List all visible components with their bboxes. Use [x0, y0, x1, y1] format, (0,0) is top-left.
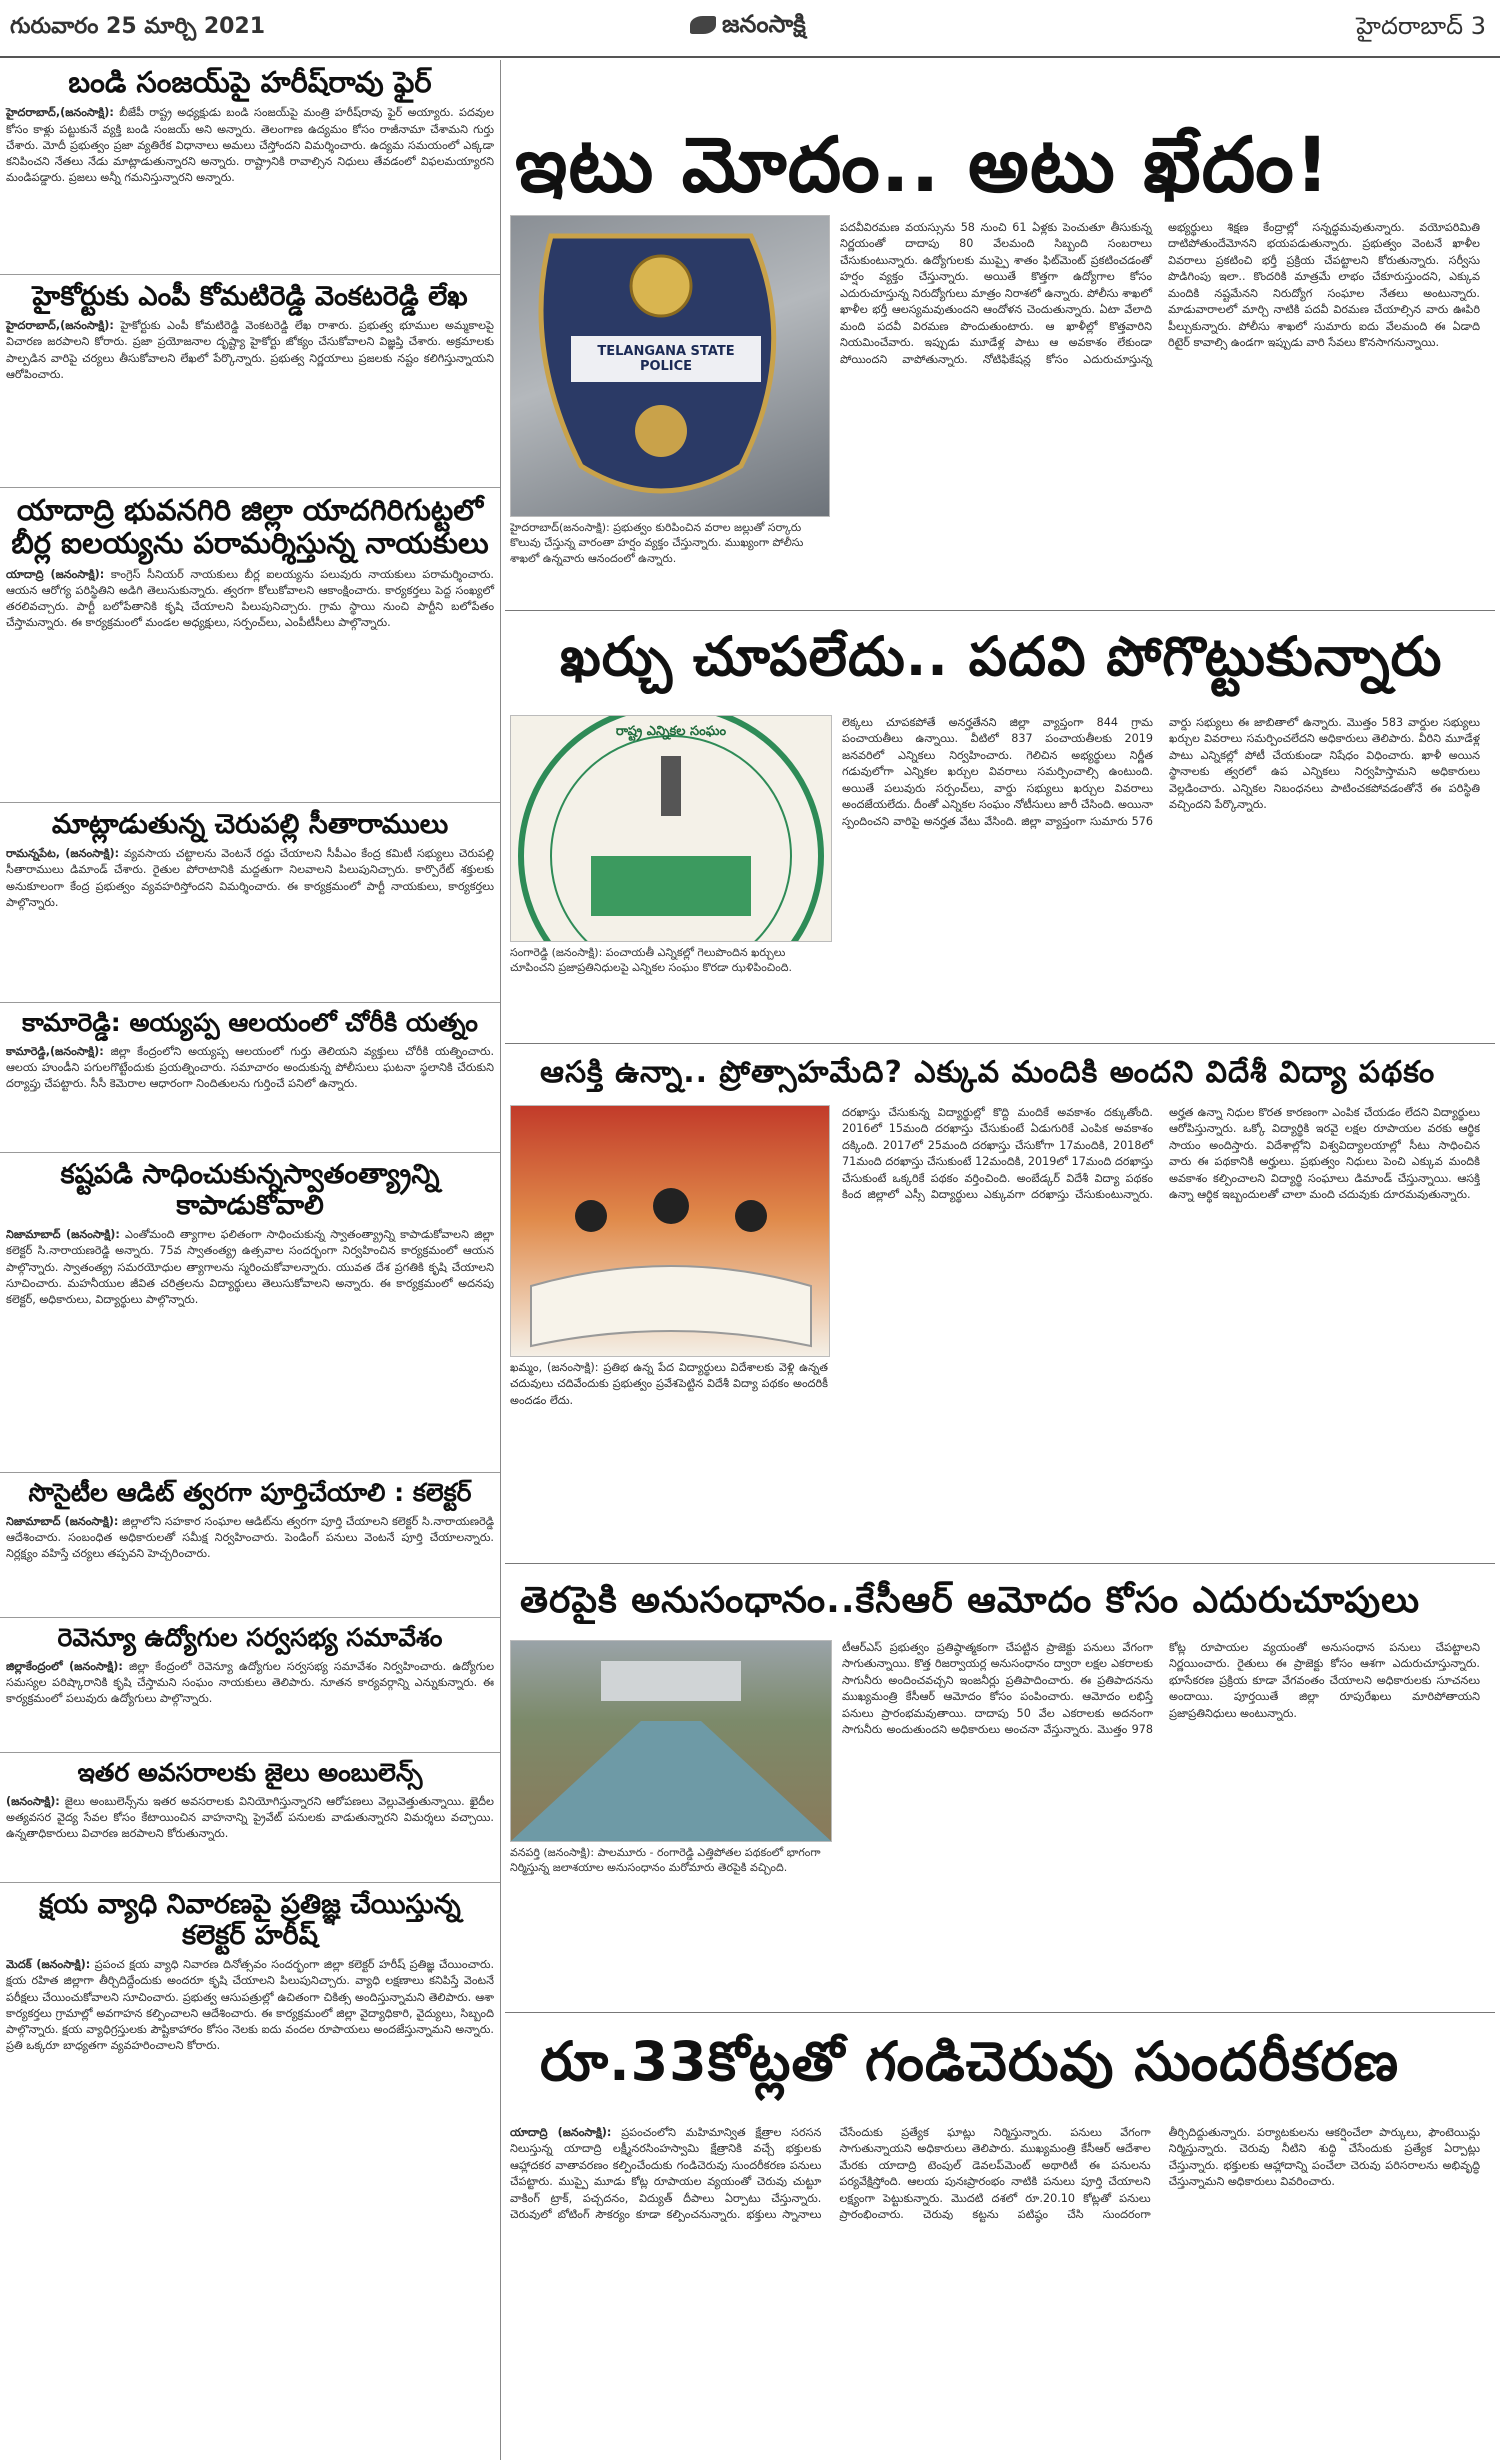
article-headline: కామారెడ్డి: అయ్యప్ప ఆలయంలో చోరీకి యత్నం — [22, 1008, 478, 1037]
news-article — [0, 1003, 500, 1153]
section-divider — [505, 1563, 1495, 1564]
location-label: హైదరాబాద్ — [1356, 12, 1464, 40]
section-divider — [505, 2012, 1495, 2013]
issue-date: గురువారం 25 మార్చి 2021 — [10, 14, 266, 39]
article-headline: మాట్లాడుతున్న చెరుపల్లి సీతారాములు — [51, 809, 449, 840]
article-body: నిజామాబాద్‌ (జనంసాక్షి): జిల్లాలోని సహకార సంఘాల ఆడిట్‌ను త్వరగా పూర్తి చేయాలని కలెక్టర్‌ సి.నారాయణరెడ్డి ఆదేశించారు. సంబంధిత అధికారులతో సమీక్ష నిర్వహించారు. పెండింగ్‌ పనులు వెంటనే పూర్తి చేయాలన్నారు. నిర్లక్ష్యం వహిస్తే చర్యలు తప్పవని హెచ్చరించారు. — [6, 1514, 495, 1561]
gandicheruvu-story-body: యాదాద్రి (జనంసాక్షి): ప్రపంచంలోని మహిమాన్విత క్షేత్రాల సరసన నిలుస్తున్న యాదాద్రి లక్ష్మీనరసింహస్వామి క్షేత్రానికి వచ్చే భక్తులకు ఆహ్లాదకర వాతావరణం కల్పించేందుకు గండిచెరువు సుందరీకరణ పనులు చేపట్టారు. ముప్పై మూడు కోట్ల రూపాయల వ్యయంతో చెరువు చుట్టూ వాకింగ్‌ ట్రాక్‌, పచ్చదనం, విద్యుత్‌ దీపాలు ఏర్పాటు చేస్తున్నారు. చెరువులో బోటింగ్‌ సౌకర్యం కూడా కల్పించనున్నారు. భక్తులు స్నానాలు చేసేందుకు ప్రత్యేక ఘాట్లు నిర్మిస్తున్నారు. పనులు వేగంగా సాగుతున్నాయని అధికారులు తెలిపారు. ముఖ్యమంత్రి కేసీఆర్‌ ఆదేశాల మేరకు యాదాద్రి టెంపుల్‌ డెవలప్‌మెంట్‌ అథారిటీ ఈ పనులను పర్యవేక్షిస్తోంది. ఆలయ పునఃప్రారంభం నాటికి పనులు పూర్తి చేయాలని లక్ష్యంగా పెట్టుకున్నారు. మొదటి దశలో రూ.20.10 కోట్లతో పనులు ప్రారంభించారు. చెరువు కట్టను పటిష్ఠం చేసి సుందరంగా తీర్చిదిద్దుతున్నారు. పర్యాటకులను ఆకర్షించేలా పార్కులు, ఫౌంటెయిన్లు నిర్మిస్తున్నారు. చెరువు నీటిని శుద్ధి చేసేందుకు ప్రత్యేక ఏర్పాట్లు చేస్తున్నారు. భక్తులకు ఆహ్లాదాన్ని పంచేలా చెరువు పరిసరాలను అభివృద్ధి చేస్తున్నామని అధికారులు వివరించారు. — [510, 2126, 1480, 2222]
article-headline: రెవెన్యూ ఉద్యోగుల సర్వసభ్య సమావేశం — [57, 1623, 443, 1652]
page-number: 3 — [1470, 12, 1486, 40]
seal-illustration — [511, 716, 831, 941]
article-body: జిల్లాకేంద్రంలో (జనంసాక్షి): జిల్లా కేంద్రంలో రెవెన్యూ ఉద్యోగుల సర్వసభ్య సమావేశం నిర్వహించారు. ఉద్యోగుల సమస్యల పరిష్కారానికి కృషి చేస్తామని సంఘం నాయకులు తెలిపారు. నూతన కార్యవర్గాన్ని ఎన్నుకున్నారు. ఈ కార్యక్రమంలో పలువురు ఉద్యోగులు పాల్గొన్నారు. — [6, 1659, 494, 1706]
reservoir-photo — [510, 1640, 832, 1842]
education-photo-caption: ఖమ్మం, (జనంసాక్షి): ప్రతిభ ఉన్న పేద విద్యార్థులు విదేశాలకు వెళ్లి ఉన్నత చదువులు చదివేందుకు ప్రభుత్వం ప్రవేశపెట్టిన విదేశీ విద్యా పథకం అందరికీ అందడం లేదు. — [510, 1361, 828, 1407]
article-body: కామారెడ్డి,(జనంసాక్షి): జిల్లా కేంద్రంలోని అయ్యప్ప ఆలయంలో గుర్తు తెలియని వ్యక్తులు చోరీకి యత్నించారు. ఆలయ హుండీని పగులగొట్టేందుకు ప్రయత్నించారు. సమాచారం అందుకున్న పోలీసులు ఘటనా స్థలానికి చేరుకుని దర్యాప్తు చేపట్టారు. సీసీ కెమెరాల ఆధారంగా నిందితులను గుర్తించే పనిలో ఉన్నారు. — [6, 1044, 495, 1091]
police-badge-photo — [510, 215, 830, 517]
education-story-headline: ఆసక్తి ఉన్నా.. ప్రోత్సాహమేది? ఎక్కువ మందికి అందని విదేశీ విద్యా పథకం — [540, 1055, 1436, 1090]
article-headline: కష్టపడి సాధించుకున్నస్వాతంత్య్రాన్ని కాపాడుకోవాలి — [60, 1159, 440, 1222]
reservoir-illustration — [511, 1641, 831, 1841]
article-headline: బండి సంజయ్‌పై హరీష్‌రావు ఫైర్‌ — [68, 65, 432, 99]
section-divider — [505, 1043, 1495, 1044]
election-commission-seal — [510, 715, 832, 942]
police-story-body: పదవీవిరమణ వయస్సును 58 నుంచి 61 ఏళ్లకు పెంచుతూ తీసుకున్న నిర్ణయంతో దాదాపు 80 వేలమంది సిబ్బంది సంబరాలు చేసుకుంటున్నారు. ఉద్యోగులకు ముప్పై శాతం ఫిట్‌మెంట్‌ ప్రకటించడంతో హర్షం వ్యక్తం చేస్తున్నారు. అయితే కొత్తగా ఉద్యోగాల కోసం ఎదురుచూస్తున్న నిరుద్యోగులు మాత్రం నిరాశలో ఉన్నారు. పోలీసు శాఖలో ఖాళీల భర్తీ ఆలస్యమవుతుందని ఆందోళన చెందుతున్నారు. ఏటా వేలాది మంది పదవీ విరమణ పొందుతుంటారు. ఆ ఖాళీల్లో కొత్తవారిని నియమించేవారు. ఇప్పుడు మూడేళ్ల పాటు ఆ అవకాశం లేకుండా పోయిందని వాపోతున్నారు. నోటిఫికేషన్ల కోసం ఎదురుచూస్తున్న అభ్యర్థులు శిక్షణ కేంద్రాల్లో సన్నద్ధమవుతున్నారు. వయోపరిమితి దాటిపోతుందేమోనని భయపడుతున్నారు. ప్రభుత్వం వెంటనే ఖాళీల వివరాలు ప్రకటించి భర్తీ ప్రక్రియ చేపట్టాలని కోరుతున్నారు. సర్వీసు పొడిగింపు ఇలా.. కొందరికి మాత్రమే లాభం చేకూరుస్తుందని, ఎక్కువ మందికి నష్టమేనని నిరుద్యోగ సంఘాల నేతలు అంటున్నారు. మాడువారాలలో మార్చి నాటికి పదవీ విరమణ చేయాల్సిన వారు ఊపిరి పీల్చుకున్నారు. పోలీసు శాఖలో సుమారు ఐదు వేలమంది ఈ ఏడాది రిటైర్‌ కావాల్సి ఉండగా ఇప్పుడు వారి సేవలు కొనసాగనున్నాయి. — [840, 221, 1480, 366]
article-body: హైదరాబాద్‌,(జనంసాక్షి): హైకోర్టుకు ఎంపీ కోమటిరెడ్డి వెంకటరెడ్డి లేఖ రాశారు. ప్రభుత్వ భూముల అమ్మకాలపై విచారణ జరపాలని కోరారు. ప్రజా ప్రయోజనాల దృష్ట్యా హైకోర్టు జోక్యం చేసుకోవాలని విజ్ఞప్తి చేశారు. అక్రమాలకు పాల్పడిన వారిపై చర్యలు తీసుకోవాలని లేఖలో పేర్కొన్నారు. ప్రభుత్వ నిర్ణయాలు ప్రజలకు నష్టం కలిగిస్తున్నాయని ఆరోపించారు. — [6, 319, 495, 381]
expense-story-headline: ఖర్చు చూపలేదు.. పదవి పోగొట్టుకున్నారు — [560, 625, 1443, 688]
project-story-headline: తెరపైకి అనుసంధానం..కేసీఆర్‌ ఆమోదం కోసం ఎదురుచూపులు — [520, 1580, 1421, 1621]
article-body: హైదరాబాద్‌,(జనంసాక్షి): బీజేపీ రాష్ట్ర అధ్యక్షుడు బండి సంజయ్‌పై మంత్రి హరీష్‌రావు ఫైర్‌ అయ్యారు. పదవుల కోసం కాళ్లు పట్టుకునే వ్యక్తి బండి సంజయ్‌ అని అన్నారు. తెలంగాణ ఉద్యమం కోసం రాజీనామా చేశామని గుర్తు చేశారు. మోదీ ప్రభుత్వం ప్రజా వ్యతిరేక విధానాలు అమలు చేస్తోందని విమర్శించారు. ఉద్యమ సమయంలో ఎక్కడా కనిపించని నేతలు నేడు మాట్లాడుతున్నారని అన్నారు. రాష్ట్రానికి రావాల్సిన నిధులు తేవడంలో విఫలమయ్యారని మండిపడ్డారు. ప్రజలు అన్నీ గమనిస్తున్నారని అన్నారు. — [6, 106, 494, 185]
news-article — [0, 1753, 500, 1883]
logo-text: జనంసాక్షి — [722, 10, 806, 38]
news-article — [0, 1618, 500, 1753]
education-story-body: దరఖాస్తు చేసుకున్న విద్యార్థుల్లో కొద్ది మందికే అవకాశం దక్కుతోంది. 2016లో 15మంది దరఖాస్తు చేసుకుంటే ఏడుగురికే ఎంపిక అవకాశం దక్కింది. 2017లో 25మంది దరఖాస్తు చేసుకోగా 17మందికి, 2018లో 71మంది దరఖాస్తు చేసుకుంటే 12మందికి, 2019లో 17మంది దరఖాస్తు చేసుకుంటే ఒక్కరికే పథకం వర్తించింది. అంబేడ్కర్‌ విదేశీ విద్యా పథకం కింద జిల్లాలో ఎస్సీ విద్యార్థులు ఎక్కువగా దరఖాస్తు చేసుకుంటున్నారు. అర్హత ఉన్నా నిధుల కొరత కారణంగా ఎంపిక చేయడం లేదని విద్యార్థులు ఆరోపిస్తున్నారు. ఒక్కో విద్యార్థికి ఇరవై లక్షల రూపాయల వరకు ఆర్థిక సాయం అందిస్తారు. విదేశాల్లోని విశ్వవిద్యాలయాల్లో సీటు సాధించిన వారు ఈ పథకానికి అర్హులు. ప్రభుత్వం నిధులు పెంచి ఎక్కువ మందికి అవకాశం కల్పించాలని విద్యార్థి సంఘాలు డిమాండ్‌ చేస్తున్నాయి. ఆసక్తి ఉన్నా ఆర్థిక ఇబ్బందులతో చాలా మంది చదువుకు దూరమవుతున్నారు. — [842, 1106, 1480, 1202]
news-article — [0, 1153, 500, 1473]
article-body: మెదక్‌ (జనంసాక్షి): ప్రపంచ క్షయ వ్యాధి నివారణ దినోత్సవం సందర్భంగా జిల్లా కలెక్టర్‌ హరీష్‌ ప్రతిజ్ఞ చేయించారు. క్షయ రహిత జిల్లాగా తీర్చిదిద్దేందుకు అందరూ కృషి చేయాలని పిలుపునిచ్చారు. వ్యాధి లక్షణాలు కనిపిస్తే వెంటనే పరీక్షలు చేయించుకోవాలని సూచించారు. ప్రభుత్వ ఆసుపత్రుల్లో ఉచితంగా చికిత్స అందిస్తున్నామని తెలిపారు. ఆశా కార్యకర్తలు గ్రామాల్లో అవగాహన కల్పించాలని ఆదేశించారు. ఈ కార్యక్రమంలో జిల్లా వైద్యాధికారి, వైద్యులు, సిబ్బంది పాల్గొన్నారు. క్షయ వ్యాధిగ్రస్తులకు పౌష్టికాహారం కోసం నెలకు ఐదు వందల రూపాయలు అందజేస్తున్నామని అన్నారు. ప్రతి ఒక్కరూ బాధ్యతగా వ్యవహరించాలని కోరారు. — [6, 1958, 494, 2053]
article-headline: ఇతర అవసరాలకు జైలు అంబులెన్స్‌ — [77, 1758, 423, 1787]
news-article — [0, 488, 500, 803]
news-article — [0, 60, 500, 275]
location-and-page — [1356, 12, 1486, 46]
article-body: యాదాద్రి (జనంసాక్షి): కాంగ్రెస్‌ సీనియర్‌ నాయకులు బీర్ల ఐలయ్యను పలువురు నాయకులు పరామర్శించారు. ఆయన ఆరోగ్య పరిస్థితిని అడిగి తెలుసుకున్నారు. త్వరగా కోలుకోవాలని ఆకాంక్షించారు. కార్యకర్తలు పెద్ద సంఖ్యలో తరలివచ్చారు. పార్టీ బలోపేతానికి కృషి చేయాలని పిలుపునిచ్చారు. గ్రామ స్థాయి నుంచి పార్టీని బలోపేతం చేస్తామన్నారు. ఈ కార్యక్రమంలో మండల అధ్యక్షులు, సర్పంచ్‌లు, ఎంపీటీసీలు పాల్గొన్నారు. — [6, 567, 494, 630]
newspaper-logo — [690, 10, 806, 44]
badge-text: TELANGANA STATE POLICE — [597, 344, 735, 374]
flag-icon — [690, 16, 716, 34]
news-article — [0, 275, 500, 488]
section-divider — [505, 610, 1495, 611]
left-news-column — [0, 60, 501, 2460]
article-body: రామన్నపేట, (జనంసాక్షి): వ్యవసాయ చట్టాలను వెంటనే రద్దు చేయాలని సీపీఎం కేంద్ర కమిటీ సభ్యులు చెరుపల్లి సీతారాములు డిమాండ్‌ చేశారు. రైతుల పోరాటానికి మద్దతుగా నిలవాలని పిలుపునిచ్చారు. కార్పొరేట్‌ శక్తులకు అనుకూలంగా కేంద్ర ప్రభుత్వం వ్యవహరిస్తోందని విమర్శించారు. ఈ కార్యక్రమంలో పార్టీ నాయకులు, కార్యకర్తలు పాల్గొన్నారు. — [6, 847, 494, 909]
police-photo-caption: హైదరాబాద్‌(జనంసాక్షి): ప్రభుత్వం కురిపించిన వరాల జల్లుతో సర్కారు కొలువు చేస్తున్న వారంతా హర్షం వ్యక్తం చేస్తున్నారు. ముఖ్యంగా పోలీసు శాఖలో ఉన్నవారు ఆనందంలో ఉన్నారు. — [510, 521, 804, 565]
education-photo — [510, 1105, 830, 1357]
police-story-headline: ఇటు మోదం.. అటు ఖేదం! — [515, 120, 1331, 209]
project-story-body: టీఆర్‌ఎస్‌ ప్రభుత్వం ప్రతిష్ఠాత్మకంగా చేపట్టిన ప్రాజెక్టు పనులు వేగంగా సాగుతున్నాయి. కొత్త రిజర్వాయర్ల అనుసంధానం ద్వారా లక్షల ఎకరాలకు సాగునీరు అందించవచ్చని ఇంజనీర్లు ప్రతిపాదించారు. ఈ ప్రతిపాదనను ముఖ్యమంత్రి కేసీఆర్‌ ఆమోదం కోసం పంపించారు. ఆమోదం లభిస్తే పనులు ప్రారంభమవుతాయి. దాదాపు 50 వేల ఎకరాలకు అదనంగా సాగునీరు అందుతుందని అధికారులు అంచనా వేస్తున్నారు. మొత్తం 978 కోట్ల రూపాయల వ్యయంతో అనుసంధాన పనులు చేపట్టాలని నిర్ణయించారు. రైతులు ఈ ప్రాజెక్టు కోసం ఆశగా ఎదురుచూస్తున్నారు. భూసేకరణ ప్రక్రియ కూడా వేగవంతం చేయాలని అధికారులకు సూచనలు అందాయి. పూర్తయితే జిల్లా రూపురేఖలు మారిపోతాయని ప్రజాప్రతినిధులు అంటున్నారు. — [842, 1641, 1480, 1737]
expense-photo-caption: సంగారెడ్డి (జనంసాక్షి): పంచాయతీ ఎన్నికల్లో గెలుపొందిన ఖర్చులు చూపించని ప్రజాప్రతినిధులపై ఎన్నికల సంఘం కొరడా ఝళిపించింది. — [510, 946, 793, 975]
article-headline: యాదాద్రి భువనగిరి జిల్లా యాదగిరిగుట్టలో బీర్ల ఐలయ్యను పరామర్శిస్తున్న నాయకులు — [11, 493, 489, 561]
news-article — [0, 803, 500, 1003]
seal-text: రాష్ట్ర ఎన్నికల సంఘం — [615, 724, 727, 739]
article-headline: క్షయ వ్యాధి నివారణపై ప్రతిజ్ఞ చేయిస్తున్న కలెక్టర్‌ హరీష్‌ — [39, 1889, 461, 1952]
book-illustration — [511, 1106, 829, 1356]
article-headline: హైకోర్టుకు ఎంపీ కోమటిరెడ్డి వెంకటరెడ్డి లేఖ — [32, 281, 468, 312]
news-article — [0, 1883, 500, 2417]
project-photo-caption: వనపర్తి (జనంసాక్షి): పాలమూరు - రంగారెడ్డి ఎత్తిపోతల పథకంలో భాగంగా నిర్మిస్తున్న జలాశయాల అనుసంధానం మరోమారు తెరపైకి వచ్చింది. — [510, 1846, 821, 1875]
article-body: (జనంసాక్షి): జైలు అంబులెన్స్‌ను ఇతర అవసరాలకు వినియోగిస్తున్నారని ఆరోపణలు వెల్లువెత్తుతున్నాయి. ఖైదీల అత్యవసర వైద్య సేవల కోసం కేటాయించిన వాహనాన్ని ప్రైవేట్‌ పనులకు వాడుతున్నారని విమర్శలు వచ్చాయి. ఉన్నతాధికారులు విచారణ జరపాలని కోరుతున్నారు. — [6, 1794, 494, 1841]
expense-story-body: లెక్కలు చూపకపోతే అనర్హతేనని జిల్లా వ్యాప్తంగా 844 గ్రామ పంచాయతీలు ఉన్నాయి. వీటిలో 837 పంచాయతీలకు 2019 జనవరిలో ఎన్నికలు నిర్వహించారు. గెలిచిన అభ్యర్థులు నిర్ణీత గడువులోగా ఎన్నికల ఖర్చుల వివరాలు సమర్పించాల్సి ఉంటుంది. అయితే పలువురు సర్పంచ్‌లు, వార్డు సభ్యులు ఖర్చుల వివరాలు అందజేయలేదు. దీంతో ఎన్నికల సంఘం నోటీసులు జారీ చేసింది. అయినా స్పందించని వారిపై అనర్హత వేటు వేసింది. జిల్లా వ్యాప్తంగా సుమారు 576 వార్డు సభ్యులు ఈ జాబితాలో ఉన్నారు. మొత్తం 583 వార్డుల సభ్యులు ఖర్చుల వివరాలు సమర్పించలేదని అధికారులు తెలిపారు. వీరిని మూడేళ్ల పాటు ఎన్నికల్లో పోటీ చేయకుండా నిషేధం విధించారు. ఖాళీ అయిన స్థానాలకు త్వరలో ఉప ఎన్నికలు నిర్వహిస్తామని అధికారులు వెల్లడించారు. ఎన్నికల నిబంధనలు పాటించకపోవడంతోనే ఈ పరిస్థితి వచ్చిందని పేర్కొన్నారు. — [842, 716, 1480, 828]
masthead — [0, 0, 1500, 58]
gandicheruvu-story-headline: రూ.33కోట్లతో గండిచెరువు సుందరీకరణ — [540, 2030, 1400, 2093]
article-body: నిజామాబాద్‌ (జనంసాక్షి): ఎంతోమంది త్యాగాల ఫలితంగా సాధించుకున్న స్వాతంత్య్రాన్ని కాపాడుకోవాలని జిల్లా కలెక్టర్‌ సి.నారాయణరెడ్డి అన్నారు. 75వ స్వాతంత్య్ర ఉత్సవాల సందర్భంగా నిర్వహించిన కార్యక్రమంలో ఆయన పాల్గొన్నారు. స్వాతంత్య్ర సమరయోధుల త్యాగాలను స్మరించుకోవాలన్నారు. యువత దేశ ప్రగతికి కృషి చేయాలని సూచించారు. మహనీయుల జీవిత చరిత్రలను విద్యార్థులు తెలుసుకోవాలని అన్నారు. ఈ కార్యక్రమంలో అదనపు కలెక్టర్‌, అధికారులు, విద్యార్థులు పాల్గొన్నారు. — [6, 1228, 494, 1307]
news-article — [0, 1473, 500, 1618]
article-headline: సొసైటీల ఆడిట్‌ త్వరగా పూర్తిచేయాలి : కలెక్టర్‌ — [28, 1478, 472, 1507]
